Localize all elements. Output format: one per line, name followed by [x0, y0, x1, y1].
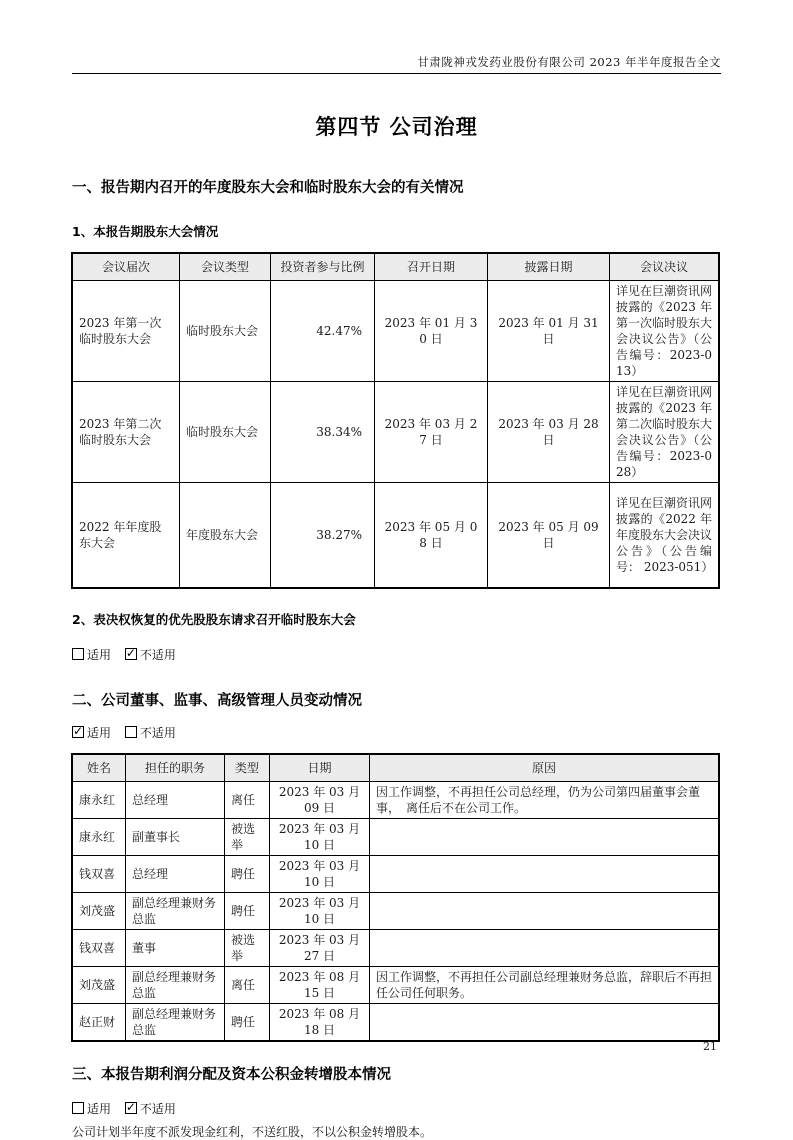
not-applicable-label: 不适用: [139, 648, 176, 662]
table-header-row: [73, 755, 719, 782]
column-header: 姓名: [73, 755, 126, 782]
table-cell-disclosure-date: 2023 年 03 月 28 日: [488, 382, 610, 483]
table-cell-change-type: 聘任: [225, 1004, 270, 1041]
table-cell-participation: 42.47%: [271, 281, 375, 382]
applicable-label: 适用: [87, 726, 112, 740]
table-cell-type: 临时股东大会: [180, 281, 271, 382]
table-cell-position: 副总经理兼财务总监: [126, 893, 225, 930]
table-cell-resolution: 详见在巨潮资讯网披露的《2023 年第二次临时股东大会决议公告》（公告编号：2023-028）: [610, 382, 719, 483]
table-cell-reason: [370, 856, 719, 893]
table-cell-convene-date: 2023 年 03 月 27 日: [375, 382, 488, 483]
table-cell-date: 2023 年 08 月 18 日: [270, 1004, 370, 1041]
column-header: 投资者参与比例: [271, 254, 375, 281]
table-row: [73, 281, 719, 382]
column-header: 会议决议: [610, 254, 719, 281]
table-cell-date: 2023 年 03 月 09 日: [270, 782, 370, 819]
section-one-heading: 一、报告期内召开的年度股东大会和临时股东大会的有关情况: [72, 180, 464, 196]
applicable-option: [72, 1102, 111, 1116]
table-cell-name: 赵正财: [73, 1004, 126, 1041]
table-cell-reason: [370, 819, 719, 856]
table-cell-disclosure-date: 2023 年 01 月 31 日: [488, 281, 610, 382]
section-three-heading: 三、本报告期利润分配及资本公积金转增股本情况: [72, 1067, 391, 1083]
checkbox-checked-icon: [72, 726, 84, 738]
table-cell-position: 副董事长: [126, 819, 225, 856]
table-cell-reason: [370, 1004, 719, 1041]
table-cell-session: 2023 年第二次临时股东大会: [73, 382, 180, 483]
table-cell-date: 2023 年 03 月 27 日: [270, 930, 370, 967]
applicable-option: [72, 726, 111, 740]
column-header: 会议类型: [180, 254, 271, 281]
table-row: [73, 782, 719, 819]
table-cell-position: 总经理: [126, 856, 225, 893]
applicability-line: [72, 724, 721, 741]
subsection-2-heading: 2、表决权恢复的优先股股东请求召开临时股东大会: [72, 612, 356, 627]
table-cell-position: 总经理: [126, 782, 225, 819]
table-cell-type: 临时股东大会: [180, 382, 271, 483]
running-header: 甘肃陇神戎发药业股份有限公司 2023 年半年度报告全文: [72, 0, 721, 74]
table-cell-reason: 因工作调整，不再担任公司副总经理兼财务总监，辞职后不再担任公司任何职务。: [370, 967, 719, 1004]
table-cell-name: 刘茂盛: [73, 967, 126, 1004]
not-applicable-label: 不适用: [139, 1102, 176, 1116]
page-number: 21: [703, 1040, 717, 1053]
table-cell-date: 2023 年 03 月 10 日: [270, 893, 370, 930]
table-row: [73, 967, 719, 1004]
column-header: 会议届次: [73, 254, 180, 281]
table-cell-resolution: 详见在巨潮资讯网披露的《2023 年第一次临时股东大会决议公告》（公告编号：2023-013）: [610, 281, 719, 382]
table-cell-session: 2022 年年度股东大会: [73, 483, 180, 588]
table-header-row: [73, 254, 719, 281]
table-cell-name: 钱双喜: [73, 856, 126, 893]
table-cell-date: 2023 年 03 月 10 日: [270, 819, 370, 856]
checkbox-unchecked-icon: [72, 1102, 84, 1114]
table-cell-change-type: 离任: [225, 782, 270, 819]
table-cell-disclosure-date: 2023 年 05 月 09 日: [488, 483, 610, 588]
section-two-heading: 二、公司董事、监事、高级管理人员变动情况: [72, 693, 362, 709]
applicable-label: 适用: [87, 648, 112, 662]
table-row: [73, 819, 719, 856]
table-cell-session: 2023 年第一次临时股东大会: [73, 281, 180, 382]
table-row: [73, 856, 719, 893]
not-applicable-option: [125, 1102, 176, 1116]
column-header: 类型: [225, 755, 270, 782]
table-cell-position: 副总经理兼财务总监: [126, 967, 225, 1004]
column-header: 担任的职务: [126, 755, 225, 782]
table-cell-type: 年度股东大会: [180, 483, 271, 588]
table-row: [73, 893, 719, 930]
table-row: [73, 930, 719, 967]
table-cell-position: 副总经理兼财务总监: [126, 1004, 225, 1041]
table-cell-reason: [370, 930, 719, 967]
not-applicable-label: 不适用: [139, 726, 176, 740]
checkbox-checked-icon: [125, 648, 137, 660]
dividend-note: 公司计划半年度不派发现金红利，不送红股，不以公积金转增股本。: [72, 1125, 433, 1139]
table-cell-convene-date: 2023 年 01 月 30 日: [375, 281, 488, 382]
checkbox-checked-icon: [125, 1102, 137, 1114]
table-cell-change-type: 聘任: [225, 893, 270, 930]
table-cell-reason: [370, 893, 719, 930]
not-applicable-option: [125, 648, 176, 662]
column-header: 日期: [270, 755, 370, 782]
table-cell-participation: 38.34%: [271, 382, 375, 483]
table-cell-change-type: 被选举: [225, 819, 270, 856]
applicability-line: [72, 646, 721, 663]
page-title: 第四节 公司治理: [315, 115, 478, 139]
table-cell-name: 康永红: [73, 819, 126, 856]
checkbox-unchecked-icon: [72, 648, 84, 660]
table-row: [73, 483, 719, 588]
table-cell-change-type: 聘任: [225, 856, 270, 893]
table-row: [73, 382, 719, 483]
shareholder-meetings-table: [72, 253, 719, 588]
subsection-1-heading: 1、本报告期股东大会情况: [72, 224, 219, 239]
table-cell-reason: 因工作调整，不再担任公司总经理，仍为公司第四届董事会董事， 离任后不在公司工作。: [370, 782, 719, 819]
applicability-line: [72, 1100, 721, 1117]
table-cell-participation: 38.27%: [271, 483, 375, 588]
applicable-option: [72, 648, 111, 662]
table-cell-resolution: 详见在巨潮资讯网披露的《2022 年年度股东大会决议公告》（公告编号： 2023-051）: [610, 483, 719, 588]
not-applicable-option: [125, 726, 176, 740]
table-cell-name: 钱双喜: [73, 930, 126, 967]
table-cell-change-type: 离任: [225, 967, 270, 1004]
table-cell-date: 2023 年 03 月 10 日: [270, 856, 370, 893]
personnel-changes-table: [72, 754, 719, 1041]
table-cell-name: 康永红: [73, 782, 126, 819]
column-header: 披露日期: [488, 254, 610, 281]
column-header: 原因: [370, 755, 719, 782]
applicable-label: 适用: [87, 1102, 112, 1116]
checkbox-unchecked-icon: [125, 726, 137, 738]
table-cell-position: 董事: [126, 930, 225, 967]
table-cell-name: 刘茂盛: [73, 893, 126, 930]
table-cell-convene-date: 2023 年 05 月 08 日: [375, 483, 488, 588]
table-cell-change-type: 被选举: [225, 930, 270, 967]
table-cell-date: 2023 年 08 月 15 日: [270, 967, 370, 1004]
table-row: [73, 1004, 719, 1041]
column-header: 召开日期: [375, 254, 488, 281]
